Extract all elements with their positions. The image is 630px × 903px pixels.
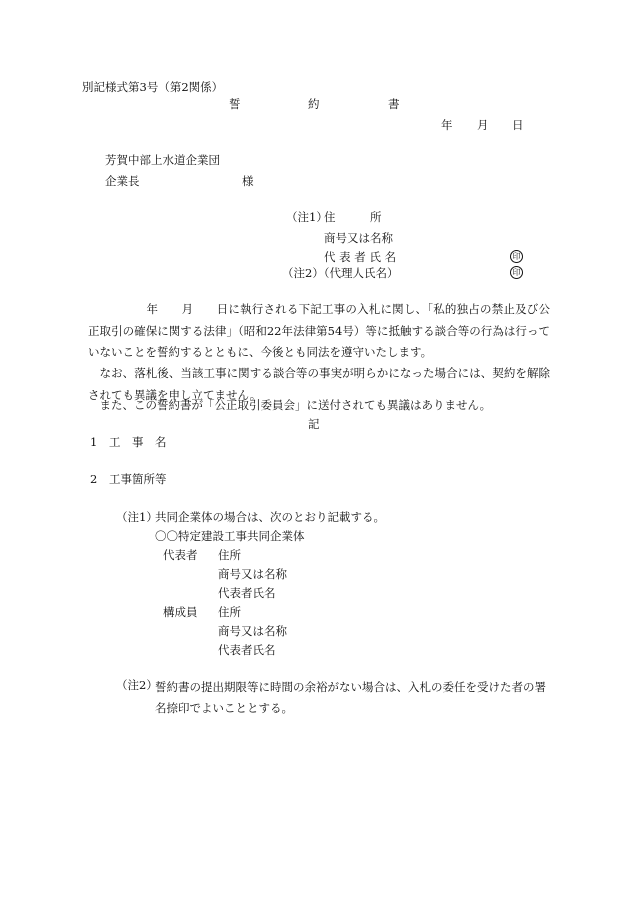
applicant-note2: （注2） <box>282 266 324 280</box>
applicant-note1: （注1） <box>286 210 328 224</box>
member-address: 住所 <box>218 605 241 619</box>
form-label: 別記様式第3号（第2関係） <box>82 80 224 94</box>
seal-mark-rep <box>510 250 523 263</box>
note1-text: 共同企業体の場合は、次のとおり記載する。 <box>155 510 385 524</box>
item-label-2: 工事箇所等 <box>109 472 167 486</box>
addressee-title: 企業長 <box>105 174 140 188</box>
date-month: 月 <box>477 118 489 132</box>
member-rep-name: 代表者氏名 <box>218 643 276 657</box>
rep-company-name: 商号又は名称 <box>218 567 287 581</box>
ki-heading: 記 <box>308 417 320 431</box>
applicant-name-label: 商号又は名称 <box>324 231 393 245</box>
member-company-name: 商号又は名称 <box>218 624 287 638</box>
note2-label: （注2） <box>116 678 158 692</box>
rep-address: 住所 <box>218 548 241 562</box>
title-char-3: 書 <box>388 97 400 111</box>
addressee-honorific: 様 <box>242 174 254 188</box>
seal-icon: 印 <box>510 250 523 263</box>
note2-text: 誓約書の提出期限等に時間の余裕がない場合は、入札の委任を受けた者の署名捺印でよいこととする。 <box>155 680 546 715</box>
date-day: 日 <box>512 118 524 132</box>
title-char-1: 誓 <box>229 97 241 111</box>
rep-rep-name: 代表者氏名 <box>218 586 276 600</box>
item-label-1: 工 事 名 <box>109 435 167 449</box>
body-paragraph-3: また、この誓約書が「公正取引委員会」に送付されても異議はありません。 <box>88 398 492 412</box>
title-char-2: 約 <box>308 97 320 111</box>
member-role: 構成員 <box>163 605 198 619</box>
applicant-agent-label: （代理人氏名） <box>318 266 399 280</box>
applicant-address-label: 住 所 <box>324 210 382 224</box>
body-paragraph-2: なお、落札後、当該工事に関する談合等の事実が明らかになった場合には、契約を解除されても異議を申し立てません。 <box>88 366 550 402</box>
seal-icon: 印 <box>510 266 523 279</box>
addressee-org: 芳賀中部上水道企業団 <box>105 153 220 167</box>
item-number-2: 2 <box>90 472 98 486</box>
note1-label: （注1） <box>116 510 158 524</box>
item-number-1: 1 <box>90 435 98 449</box>
applicant-rep-label: 代 表 者 氏 名 <box>324 250 397 264</box>
date-year: 年 <box>441 118 453 132</box>
rep-role: 代表者 <box>163 548 198 562</box>
jv-name: 〇〇特定建設工事共同企業体 <box>155 529 305 543</box>
body-paragraph-1: 年 月 日に執行される下記工事の入札に関し、「私的独占の禁止及び公正取引の確保に関する法律」（昭和22年法律第54号）等に抵触する談合等の行為は行っていないことを誓約するとともに、今後とも同法を遵守いたします。 <box>88 302 550 359</box>
seal-mark-agent <box>510 266 523 279</box>
